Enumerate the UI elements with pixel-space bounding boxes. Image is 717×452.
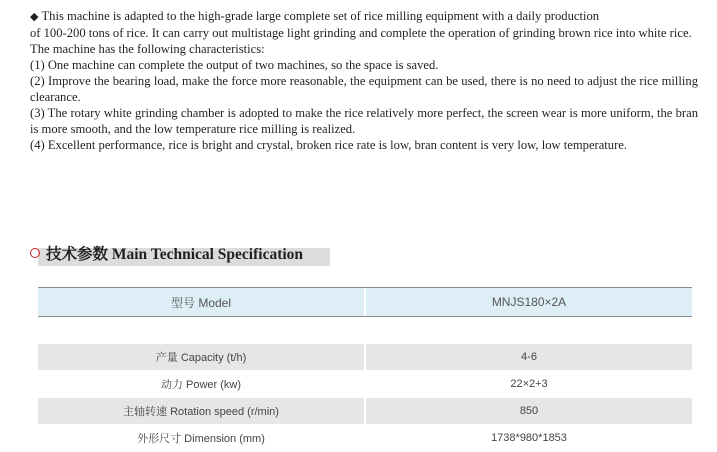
table-row	[38, 371, 692, 397]
diamond-bullet-icon: ◆	[30, 11, 39, 23]
row-label-cell: 产量 Capacity (t/h)	[38, 344, 364, 370]
characteristics-intro: The machine has the following characteristics:	[30, 42, 265, 56]
intro-continuation: of 100-200 tons of rice. It can carry out multistage light grinding and complete the operation of grinding brown rice into white rice.	[30, 26, 692, 40]
characteristic-point: (1) One machine can complete the output of two machines, so the space is saved.	[30, 58, 439, 72]
row-label-cell: 主轴转速 Rotation speed (r/min)	[38, 398, 364, 424]
table-gap	[38, 318, 692, 344]
table-header-row	[38, 287, 692, 317]
row-value-cell: 850	[366, 398, 692, 424]
spec-heading-title: 技术参数 Main Technical Specification	[46, 246, 304, 263]
table-row	[38, 398, 692, 424]
circle-bullet-icon	[30, 248, 40, 258]
header-label-cell: 型号 Model	[38, 288, 364, 316]
row-label-cell: 外形尺寸 Dimension (mm)	[38, 425, 364, 451]
characteristic-point: (2) Improve the bearing load, make the force more reasonable, the equipment can be used, there is no need to adjust the rice milling clearance.	[30, 74, 698, 104]
row-value-cell: 1738*980*1853	[366, 425, 692, 451]
characteristic-point: (4) Excellent performance, rice is bright and crystal, broken rice rate is low, bran content is very low, low temperature.	[30, 138, 628, 152]
intro-top-paragraph	[30, 8, 698, 25]
row-label-cell: 动力 Power (kw)	[38, 371, 364, 397]
row-value-cell: 22×2+3	[366, 371, 692, 397]
spec-heading	[30, 240, 307, 266]
characteristic-point: (3) The rotary white grinding chamber is adopted to make the rice relatively more perfect, the screen wear is more uniform, the bran is more smooth, and the low temperature rice milling is realized.	[30, 106, 698, 136]
spec-table	[38, 287, 692, 452]
row-value-cell: 4-6	[366, 344, 692, 370]
table-row	[38, 344, 692, 370]
intro-top-text: This machine is adapted to the high-grade large complete set of rice milling equipment with a daily production	[41, 9, 600, 23]
intro-text	[30, 8, 698, 153]
header-value-cell: MNJS180×2A	[366, 288, 692, 316]
table-row	[38, 425, 692, 451]
